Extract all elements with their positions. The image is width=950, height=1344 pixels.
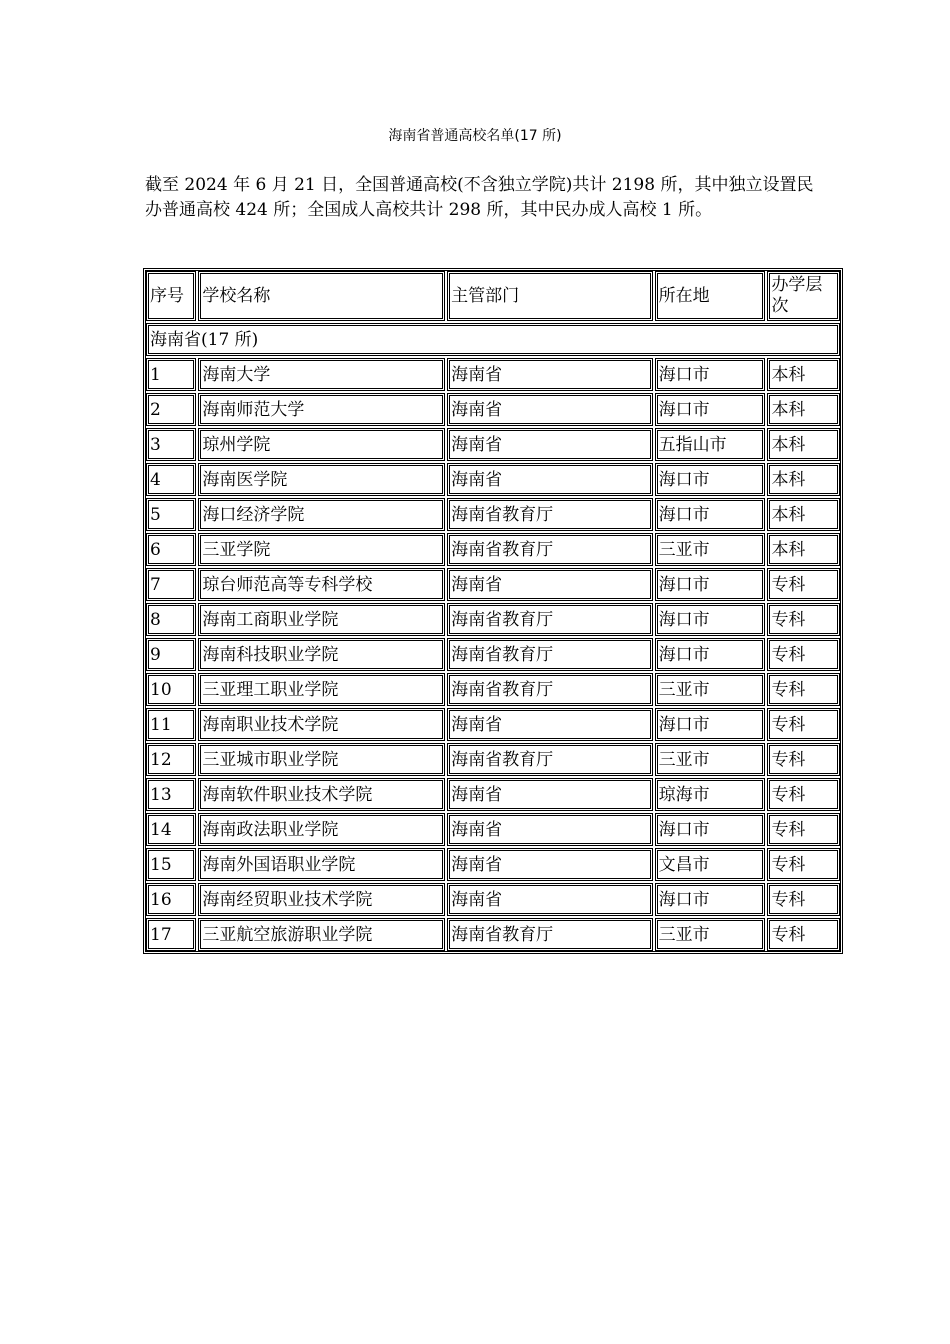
cell-authority: 海南省教育厅: [447, 743, 652, 776]
cell-location: 五指山市: [655, 428, 766, 461]
cell-location: 海口市: [655, 708, 766, 741]
cell-authority: 海南省: [447, 778, 652, 811]
cell-location: 海口市: [655, 463, 766, 496]
cell-authority: 海南省: [447, 708, 652, 741]
cell-school-name: 三亚城市职业学院: [198, 743, 445, 776]
table-row: [146, 463, 840, 496]
cell-school-name: 琼台师范高等专科学校: [198, 568, 445, 601]
table-row: [146, 393, 840, 426]
cell-level: 专科: [767, 708, 840, 741]
cell-location: 三亚市: [655, 533, 766, 566]
cell-school-name: 海南工商职业学院: [198, 603, 445, 636]
cell-location: 海口市: [655, 568, 766, 601]
table-row: [146, 428, 840, 461]
table-row: [146, 918, 840, 951]
cell-level: 本科: [767, 428, 840, 461]
cell-authority: 海南省: [447, 358, 652, 391]
cell-index: 16: [146, 883, 196, 916]
cell-level: 专科: [767, 673, 840, 706]
cell-index: 14: [146, 813, 196, 846]
cell-school-name: 海南政法职业学院: [198, 813, 445, 846]
header-cell-level: 办学层次: [767, 271, 840, 321]
cell-school-name: 海南软件职业技术学院: [198, 778, 445, 811]
cell-location: 海口市: [655, 603, 766, 636]
cell-index: 4: [146, 463, 196, 496]
table-row: [146, 498, 840, 531]
document-title: 海南省普通高校名单(17 所): [388, 128, 562, 144]
cell-level: 专科: [767, 848, 840, 881]
cell-school-name: 海南师范大学: [198, 393, 445, 426]
table-row: [146, 813, 840, 846]
cell-school-name: 海南科技职业学院: [198, 638, 445, 671]
group-label: 海南省(17 所): [146, 323, 840, 356]
cell-level: 本科: [767, 463, 840, 496]
cell-authority: 海南省: [447, 428, 652, 461]
cell-location: 海口市: [655, 498, 766, 531]
cell-school-name: 琼州学院: [198, 428, 445, 461]
school-table: [144, 269, 842, 953]
cell-authority: 海南省: [447, 883, 652, 916]
cell-level: 专科: [767, 568, 840, 601]
cell-index: 10: [146, 673, 196, 706]
cell-school-name: 海南外国语职业学院: [198, 848, 445, 881]
cell-authority: 海南省教育厅: [447, 498, 652, 531]
cell-level: 本科: [767, 358, 840, 391]
table-row: [146, 358, 840, 391]
cell-location: 琼海市: [655, 778, 766, 811]
cell-authority: 海南省教育厅: [447, 603, 652, 636]
table-row: [146, 848, 840, 881]
cell-index: 5: [146, 498, 196, 531]
cell-location: 三亚市: [655, 743, 766, 776]
cell-index: 1: [146, 358, 196, 391]
table-row: [146, 778, 840, 811]
table-row: [146, 708, 840, 741]
cell-authority: 海南省: [447, 813, 652, 846]
cell-authority: 海南省教育厅: [447, 638, 652, 671]
cell-location: 文昌市: [655, 848, 766, 881]
cell-authority: 海南省: [447, 463, 652, 496]
cell-level: 专科: [767, 638, 840, 671]
table-row: [146, 743, 840, 776]
cell-level: 专科: [767, 813, 840, 846]
cell-index: 2: [146, 393, 196, 426]
cell-level: 专科: [767, 778, 840, 811]
table-row: [146, 603, 840, 636]
cell-authority: 海南省: [447, 393, 652, 426]
table-group-row: [146, 323, 840, 356]
cell-school-name: 海南经贸职业技术学院: [198, 883, 445, 916]
cell-level: 专科: [767, 743, 840, 776]
cell-level: 本科: [767, 533, 840, 566]
cell-level: 本科: [767, 498, 840, 531]
cell-index: 17: [146, 918, 196, 951]
cell-index: 7: [146, 568, 196, 601]
cell-authority: 海南省教育厅: [447, 533, 652, 566]
cell-index: 6: [146, 533, 196, 566]
cell-location: 海口市: [655, 358, 766, 391]
cell-school-name: 三亚学院: [198, 533, 445, 566]
cell-authority: 海南省: [447, 848, 652, 881]
table-row: [146, 533, 840, 566]
cell-school-name: 海口经济学院: [198, 498, 445, 531]
cell-level: 专科: [767, 883, 840, 916]
header-cell-location: 所在地: [655, 271, 766, 321]
cell-level: 本科: [767, 393, 840, 426]
cell-school-name: 海南职业技术学院: [198, 708, 445, 741]
cell-school-name: 海南医学院: [198, 463, 445, 496]
cell-school-name: 三亚航空旅游职业学院: [198, 918, 445, 951]
cell-location: 三亚市: [655, 673, 766, 706]
cell-index: 15: [146, 848, 196, 881]
cell-location: 海口市: [655, 813, 766, 846]
header-cell-index: 序号: [146, 271, 196, 321]
cell-authority: 海南省教育厅: [447, 918, 652, 951]
header-cell-school-name: 学校名称: [198, 271, 445, 321]
header-cell-authority: 主管部门: [447, 271, 652, 321]
cell-school-name: 三亚理工职业学院: [198, 673, 445, 706]
intro-paragraph: 截至 2024 年 6 月 21 日，全国普通高校(不含独立学院)共计 2198 所，其中独立设置民办普通高校 424 所；全国成人高校共计 298 所，其中民办成人高校 1 所。: [145, 175, 814, 220]
table-header-row: [146, 271, 840, 321]
cell-authority: 海南省: [447, 568, 652, 601]
school-table-frame: [143, 268, 843, 954]
cell-location: 海口市: [655, 393, 766, 426]
cell-location: 海口市: [655, 883, 766, 916]
cell-index: 13: [146, 778, 196, 811]
table-row: [146, 568, 840, 601]
cell-location: 三亚市: [655, 918, 766, 951]
cell-location: 海口市: [655, 638, 766, 671]
table-row: [146, 638, 840, 671]
cell-index: 9: [146, 638, 196, 671]
table-row: [146, 673, 840, 706]
cell-index: 3: [146, 428, 196, 461]
table-row: [146, 883, 840, 916]
cell-index: 8: [146, 603, 196, 636]
cell-index: 11: [146, 708, 196, 741]
cell-school-name: 海南大学: [198, 358, 445, 391]
cell-index: 12: [146, 743, 196, 776]
cell-level: 专科: [767, 603, 840, 636]
cell-level: 专科: [767, 918, 840, 951]
cell-authority: 海南省教育厅: [447, 673, 652, 706]
